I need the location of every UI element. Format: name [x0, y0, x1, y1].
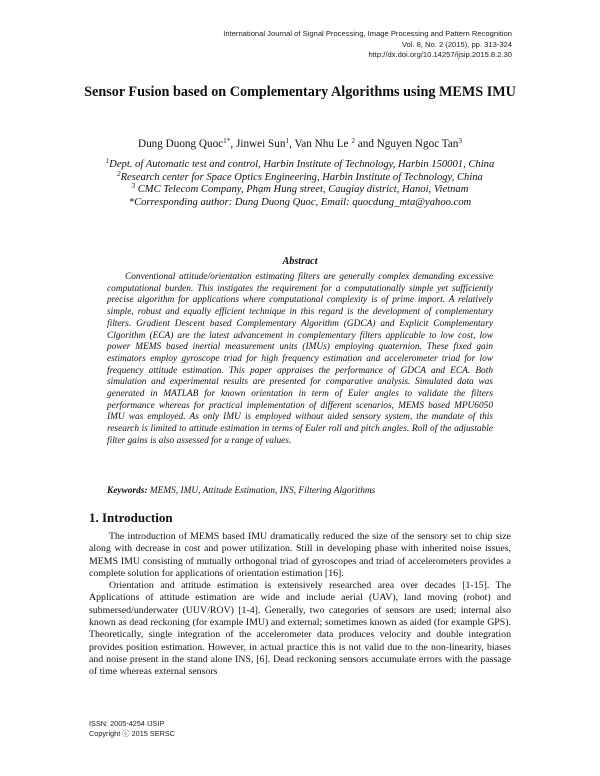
author-name: Jinwei Sun: [236, 138, 286, 150]
author-marker: 2: [351, 137, 355, 145]
affiliation-item: [80, 172, 520, 185]
section-heading: 1. Introduction: [89, 510, 173, 525]
section-body: [89, 531, 511, 679]
journal-name: International Journal of Signal Processing, Image Processing and Pattern Recognition: [223, 29, 512, 38]
affiliation-marker: 2: [117, 170, 121, 178]
affiliations: [80, 159, 520, 209]
author-name: Dung Duong Quoc: [137, 138, 224, 150]
author-separator: and: [354, 138, 377, 150]
copyright: Copyright ⓒ 2015 SERSC: [89, 729, 175, 739]
abstract-heading: Abstract: [282, 256, 318, 267]
issn: ISSN: 2005-4254 IJSIP: [89, 719, 165, 728]
affiliation-text: Research center for Space Optics Engineering, Harbin Institute of Technology, China: [120, 171, 483, 183]
doi-link[interactable]: http://dx.doi.org/10.14257/ijsip.2015.8.2.30: [368, 50, 512, 59]
corresponding-author: *Corresponding author: Dung Duong Quoc, Email: quocdung_mta@yahoo.com: [128, 196, 472, 208]
affiliation-item: [80, 159, 520, 172]
author-list: [80, 137, 520, 151]
keywords: [107, 486, 493, 498]
journal-header: [223, 29, 512, 61]
paper-title: Sensor Fusion based on Complementary Algorithms using MEMS IMU: [84, 84, 516, 100]
affiliation-text: Dept. of Automatic test and control, Harbin Institute of Technology, Harbin 150001, China: [109, 159, 495, 170]
author-marker: 1: [285, 137, 290, 145]
abstract-text: Conventional attitude/orientation estimating filters are generally complex demanding excessive computational burden. This instigates the requirement for a computationally simple yet sufficiently precise algorithm for applications where computational complexity is of prime import. A relatively simple, robust and equally efficient technique in this regard is the development of complementary filters. Gradient Descent based Complementary Algorithm (GDCA) and Explicit Complementary Clgorithm (ECA) are the latest advancement in complementary filters applicable to low cost, low power MEMS based inertial measurement units (IMUs) employing quaternion. These fixed gain estimators employ gyroscope triad for high frequency estimation and accelerometer triad for low frequency attitude estimation. This paper appraises the performance of GDCA and ECA. Both simulation and experimental results are presented for comparative analysis. Simulated data was generated in MATLAB for known orientation in term of Euler angles to validate the filters performance whereas for practical implementation of different scenarios, MEMS based MPU6050 IMU was employed. As only IMU is employed without aided sensory system, the mandate of this research is limited to attitude estimation in terms of Euler roll and pitch angles. Roll of the adjustable filter gains is also assessed for a range of values.: [107, 272, 493, 446]
author-marker: 3: [458, 137, 463, 145]
author-name: Nguyen Ngoc Tan: [376, 138, 459, 150]
author-name: Van Nhu Le: [294, 138, 352, 150]
journal-volume: Vol. 8, No. 2 (2015), pp. 313-324: [401, 39, 512, 49]
author-separator: ,: [230, 138, 236, 150]
keywords-text: MEMS, IMU, Attitude Estimation, INS, Filtering Algorithms: [147, 486, 376, 496]
affiliation-item: [80, 184, 520, 197]
affiliation-marker: 3: [131, 183, 136, 191]
paragraph: Orientation and attitude estimation is extensively researched area over decades [1-15]. The Applications of attitude estimation are wide and include aerial (UAV), land moving (robot) and submersed/underwater (UUV/ROV) [1-4]. Generally, two categories of sensors are used; internal also known as dead reckoning (for example IMU) and external; sometimes known as aided (for example GPS). Theoretically, single integration of the accelerometer data produces velocity and double integration provides position estimation. However, in actual practice this is not valid due to the non-linearity, biases and noise present in the stand alone INS, [6]. Dead reckoning sensors accumulate errors with the passage of time whereas external sensors: [89, 580, 511, 678]
paragraph: The introduction of MEMS based IMU dramatically reduced the size of the sensory set to chip size along with decrease in cost and power utilization. Still in developing phase with inherited noise issues, MEMS IMU consisting of mutually orthogonal triad of gyroscopes and triad of accelerometers provides a complete solution for applications of orientation estimation [16].: [89, 531, 511, 579]
page-footer: [89, 719, 175, 739]
author-marker: 1*: [223, 137, 231, 145]
affiliation-text: CMC Telecom Company, Phạm Hung street, Caugiay district, Hanoi, Vietnam: [135, 184, 469, 196]
keywords-label: Keywords:: [107, 486, 148, 496]
author-separator: ,: [289, 138, 295, 150]
affiliation-marker: 1: [105, 158, 110, 166]
